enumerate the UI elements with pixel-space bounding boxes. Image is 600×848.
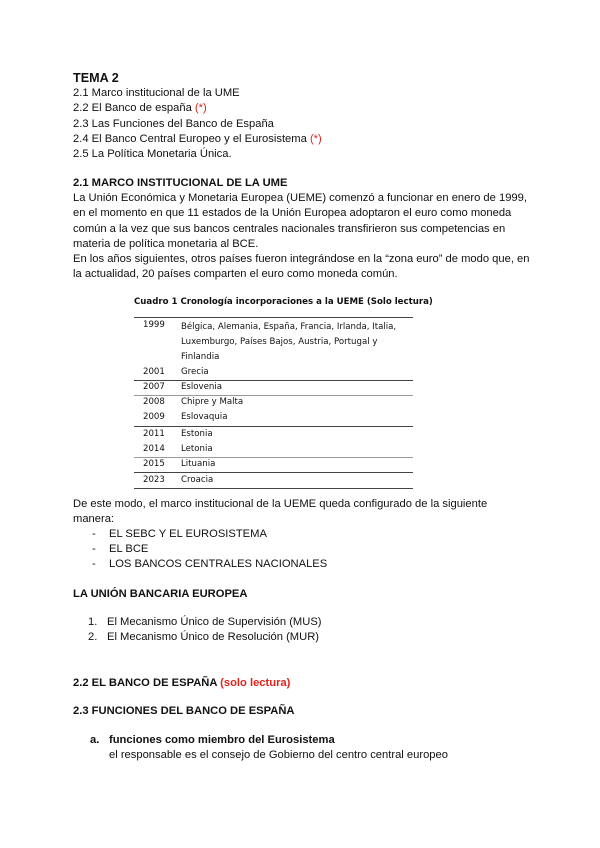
table-row: [134, 365, 413, 380]
tema-item: [73, 117, 533, 132]
section-heading: LA UNIÓN BANCARIA EUROPEA: [73, 588, 248, 600]
list-number: 2.: [88, 631, 98, 643]
year-cell: 2007: [143, 382, 165, 392]
countries-line: Luxemburgo, Países Bajos, Austria, Portugal y: [181, 337, 378, 347]
paragraph-line: materia de política monetaria al BCE.: [73, 237, 259, 250]
tema-item: [73, 101, 533, 116]
reading-only-note: (solo lectura): [220, 677, 291, 689]
tema-item-text: 2.3 Las Funciones del Banco de España: [73, 117, 274, 130]
table-row: [134, 410, 413, 425]
countries-cell: Grecia: [181, 367, 209, 377]
union-bancaria-list: [73, 615, 533, 645]
list-item-text: El Mecanismo Único de Supervisión (MUS): [107, 616, 322, 628]
table-row: [134, 427, 413, 442]
sub-text-line: el responsable es el consejo de Gobierno del centro central europeo: [109, 749, 448, 761]
countries-cell: Estonia: [181, 429, 213, 439]
countries-cell: Eslovaquia: [181, 412, 228, 422]
list-item-text: EL SEBC Y EL EUROSISTEMA: [109, 528, 267, 541]
list-item: [73, 542, 533, 557]
countries-cell: Lituania: [181, 459, 216, 469]
tema-item: [73, 132, 533, 147]
year-cell: 2014: [143, 444, 165, 454]
section-2-3: [73, 704, 533, 719]
sub-heading-text: funciones como miembro del Eurosistema: [109, 734, 335, 746]
section-heading-text: 2.2 EL BANCO DE ESPAÑA: [73, 677, 221, 689]
tema-item-text: 2.5 La Política Monetaria Única.: [73, 148, 232, 161]
tema-item: [73, 86, 533, 101]
tema-item-text: 2.1 Marco institucional de la UME: [73, 87, 240, 100]
paragraph-line: De este modo, el marco institucional de la UEME queda configurado de la siguiente: [73, 498, 488, 510]
countries-line: Finlandia: [181, 352, 220, 362]
paragraph-line: La Unión Económica y Monetaria Europea (UEME) comenzó a funcionar en enero de 1999,: [73, 192, 527, 205]
countries-line: Bélgica, Alemania, España, Francia, Irlanda, Italia,: [181, 322, 397, 332]
list-item-text: LOS BANCOS CENTRALES NACIONALES: [109, 558, 328, 570]
dash-bullet-icon: -: [92, 528, 96, 541]
year-cell: 2011: [143, 429, 165, 439]
year-cell: 2009: [143, 412, 165, 422]
list-item-text: EL BCE: [109, 543, 149, 556]
tema-index: [73, 71, 533, 162]
section-2-3-sub: [73, 733, 533, 763]
table-row: [134, 457, 413, 472]
list-number: 1.: [88, 616, 98, 628]
tema-item: [73, 147, 533, 162]
countries-cell: [181, 320, 405, 365]
list-item: [73, 527, 533, 542]
config-block: [73, 497, 533, 572]
list-item-text: El Mecanismo Único de Resolución (MUR): [107, 631, 320, 643]
year-cell: 2001: [143, 367, 165, 377]
table-row: [134, 473, 413, 488]
union-bancaria-section: [73, 587, 533, 602]
paragraph-line: la actualidad, 20 países comparten el euro como moneda común.: [73, 268, 398, 281]
table-row: [134, 320, 413, 366]
table-top-border: [134, 317, 413, 318]
countries-cell: Eslovenia: [181, 382, 223, 392]
table-bottom-border: [134, 488, 413, 489]
countries-cell: Letonia: [181, 444, 213, 454]
tema-item-text: 2.2 El Banco de españa: [73, 102, 195, 115]
section-heading: 2.1 MARCO INSTITUCIONAL DE LA UME: [73, 177, 288, 189]
table-row: [134, 395, 413, 410]
year-cell: 2008: [143, 397, 165, 407]
sub-heading: [73, 733, 533, 748]
list-item: [73, 557, 533, 572]
year-cell: 2015: [143, 459, 165, 469]
sub-text: [73, 748, 533, 763]
tema-item-text: 2.4 El Banco Central Europeo y el Eurosistema: [73, 132, 310, 145]
asterisk-mark: (*): [309, 132, 322, 145]
section-2-2: [73, 676, 533, 691]
table-row: [134, 442, 413, 457]
year-cell: 1999: [143, 320, 165, 330]
list-item: [73, 615, 533, 630]
section-heading: [73, 676, 533, 691]
paragraph-line: manera:: [73, 513, 115, 526]
countries-cell: Chipre y Malta: [181, 397, 244, 407]
asterisk-mark: (*): [194, 102, 207, 115]
list-item: [73, 630, 533, 645]
paragraph-line: En los años siguientes, otros países fueron integrándose en la “zona euro” de modo que, en: [73, 253, 530, 266]
dash-bullet-icon: -: [92, 543, 96, 556]
paragraph-line: en el momento en que 11 estados de la Unión Europea adoptaron el euro como moneda: [73, 207, 512, 220]
section-2-1: [73, 176, 533, 282]
countries-cell: Croacia: [181, 475, 214, 485]
dash-bullet-icon: -: [92, 558, 96, 570]
paragraph-line: común a la vez que sus bancos centrales nacionales transfirieron sus competencias en: [73, 222, 506, 235]
tema-title: TEMA 2: [73, 71, 119, 85]
table-caption: Cuadro 1 Cronología incorporaciones a la UEME (Solo lectura): [134, 297, 433, 307]
section-heading: 2.3 FUNCIONES DEL BANCO DE ESPAÑA: [73, 705, 295, 717]
table-row: [134, 380, 413, 395]
sub-letter: a.: [90, 734, 100, 746]
year-cell: 2023: [143, 475, 165, 485]
